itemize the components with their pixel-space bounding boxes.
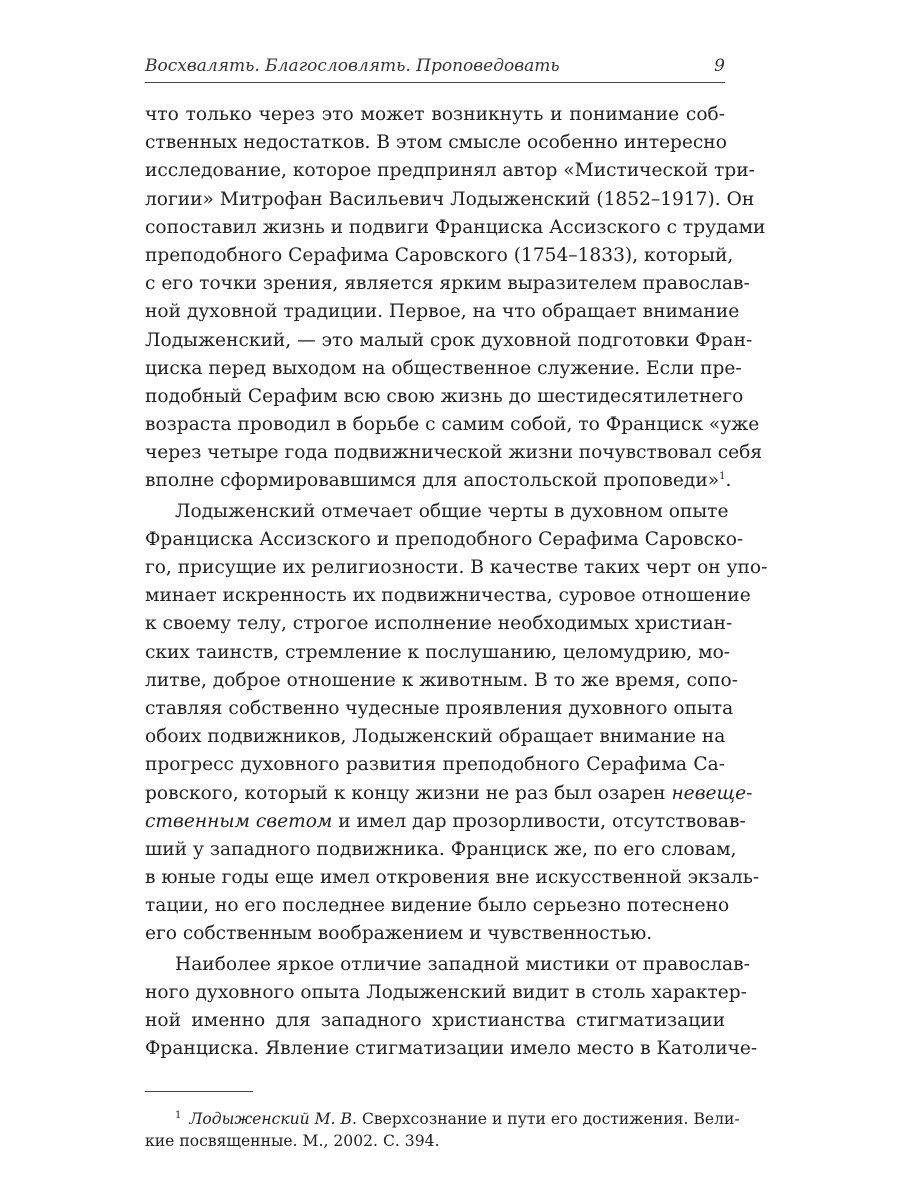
text-line: минает искренность их подвижничества, суровое отношение <box>145 585 751 607</box>
footnote-reference[interactable]: 1 <box>719 471 726 483</box>
text-line: тации, но его последнее видение было серьезно потеснено <box>145 895 730 917</box>
text-line: прогресс духовного развития преподобного Серафима Са- <box>145 754 725 776</box>
text-segment: и имел дар прозорливости, отсутствовав- <box>332 810 746 832</box>
text-line: ного духовного опыта Лодыженский видит в столь характер- <box>145 981 747 1003</box>
text-line: Лодыженский отмечает общие черты в духовном опыте <box>175 500 729 522</box>
book-page <box>145 56 768 1152</box>
text-line: ственных недостатков. В этом смысле особенно интересно <box>145 132 727 154</box>
text-line: вполне сформировавшимся для апостольской проповеди»$^1$. <box>145 470 732 492</box>
italic-term: ственным светом <box>145 810 333 832</box>
body-text <box>145 101 768 1063</box>
text-line: его собственным воображением и чувственностью. <box>145 923 653 945</box>
text-line: исследование, которое предпринял автор «Мистической три- <box>145 160 755 182</box>
text-line: ной именно для западного христианства стигматизации <box>145 1010 725 1031</box>
footnote-mark: 1 <box>175 1110 182 1122</box>
paragraph-2 <box>145 498 768 949</box>
text-line: го, присущие их религиозности. В качестве таких черт он упо- <box>145 557 768 578</box>
text-line: ских таинств, стремление к послушанию, целомудрию, мо- <box>145 641 731 663</box>
text-line: циска перед выходом на общественное служение. Если пре- <box>145 357 742 379</box>
text-line: в юные годы еще имел откровения вне искусственной экзаль- <box>145 867 760 889</box>
footnote-divider <box>145 1091 253 1092</box>
text-line: Лодыженский, — это малый срок духовной подготовки Фран- <box>145 329 753 351</box>
footnote <box>145 1108 740 1152</box>
text-segment: вполне сформировавшимся для апостольской проповеди» <box>145 470 720 492</box>
text-line: ной духовной традиции. Первое, на что обращает внимание <box>145 301 740 323</box>
text-line: Франциска. Явление стигматизации имело место в Католиче- <box>145 1038 758 1060</box>
text-line <box>145 780 753 808</box>
italic-term: невеще- <box>671 782 753 804</box>
footnote-line <box>145 1108 740 1130</box>
running-title: Восхвалять. Благословлять. Проповедовать <box>145 56 560 76</box>
text-line: обоих подвижников, Лодыженский обращает внимание на <box>145 726 726 748</box>
text-line: сопоставил жизнь и подвиги Франциска Ассизского с трудами <box>145 216 766 238</box>
footnote-text: Сверхсознание и пути его достижения. Вели- <box>356 1110 740 1129</box>
text-line: преподобного Серафима Саровского (1754–1833), который, <box>145 244 734 266</box>
text-line: литве, доброе отношение к животным. В то же время, сопо- <box>145 669 738 691</box>
text-line: ший у западного подвижника. Франциск же, по его словам, <box>145 838 737 860</box>
text-line: логии» Митрофан Васильевич Лодыженский (1852–1917). Он <box>145 188 755 210</box>
text-line: подобный Серафим всю свою жизнь до шестидесятилетнего <box>145 385 744 407</box>
footnote-author: Лодыженский М. В. <box>189 1110 357 1129</box>
text-line: что только через это может возникнуть и понимание соб- <box>145 104 725 125</box>
footnote-line: кие посвященные. М., 2002. С. 394. <box>145 1132 440 1151</box>
text-line: возраста проводил в борьбе с самим собой, то Франциск «уже <box>145 414 760 436</box>
text-line <box>145 808 746 836</box>
paragraph-1 <box>145 101 766 496</box>
text-line: с его точки зрения, является ярким выразителем православ- <box>145 273 750 295</box>
text-segment: ровского, который к концу жизни не раз был озарен <box>145 782 672 804</box>
text-line: Франциска Ассизского и преподобного Серафима Саровско- <box>145 528 744 550</box>
text-line: Наиболее яркое отличие западной мистики от православ- <box>175 953 750 975</box>
text-line: ставляя собственно чудесные проявления духовного опыта <box>145 697 734 719</box>
text-line: через четыре года подвижнической жизни почувствовал себя <box>145 442 763 464</box>
text-line: к своему телу, строгое исполнение необходимых христиан- <box>145 613 733 635</box>
page-number: 9 <box>714 56 725 76</box>
paragraph-3 <box>145 951 758 1064</box>
running-header <box>145 56 725 83</box>
